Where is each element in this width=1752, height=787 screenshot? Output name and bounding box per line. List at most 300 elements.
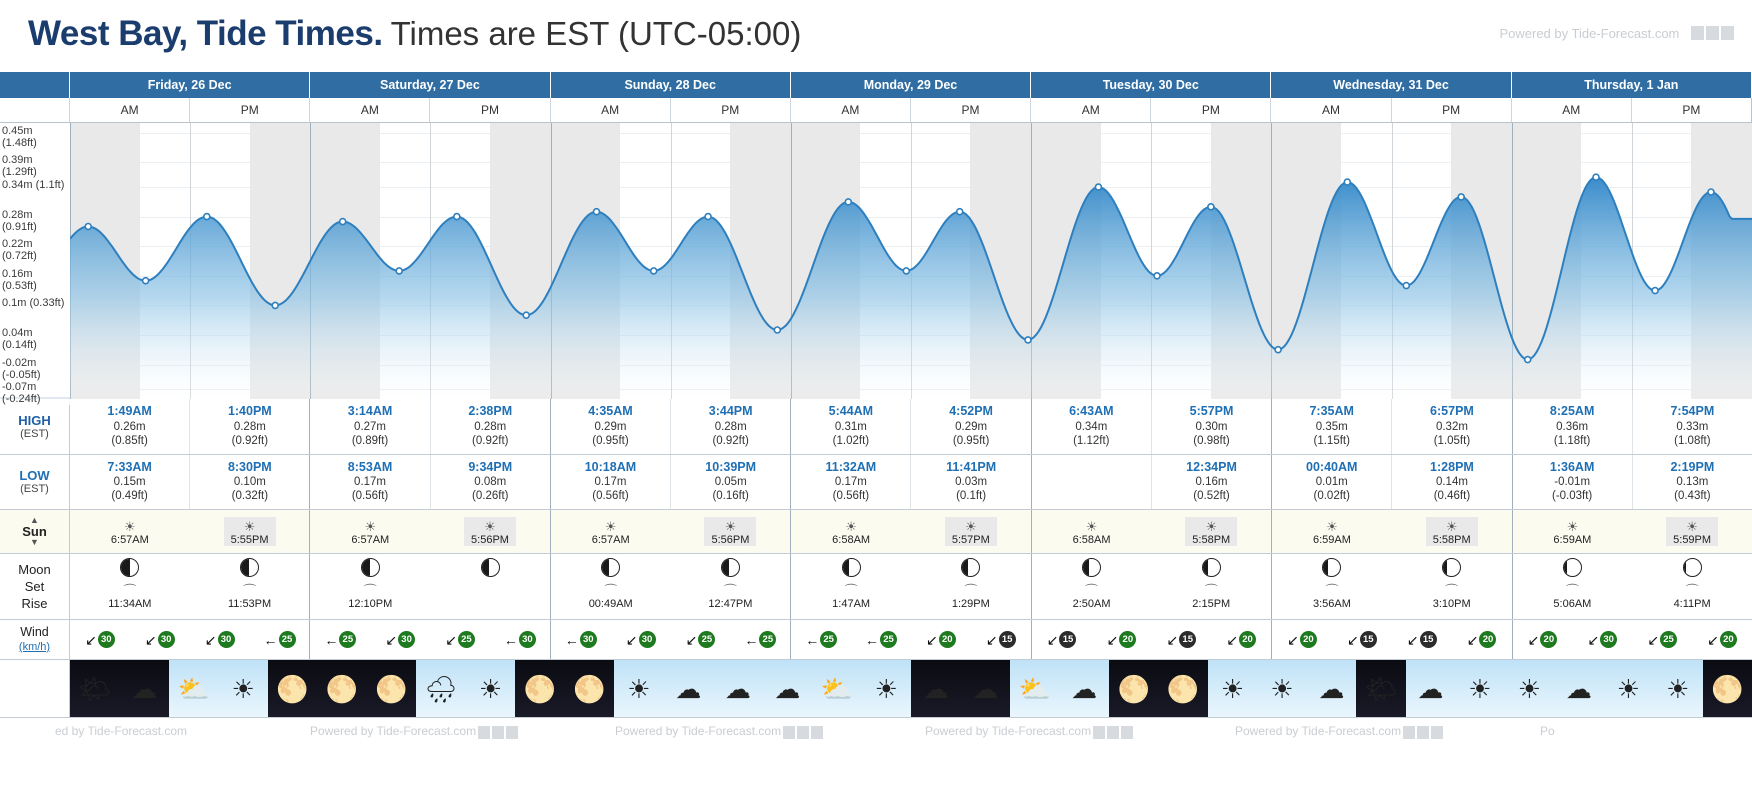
moon-half-2-am bbox=[551, 554, 671, 619]
sun-set-time: 5:56PM bbox=[711, 534, 750, 547]
low-tide-cells bbox=[70, 455, 1752, 510]
weather-cell-1-2 bbox=[466, 660, 515, 717]
weather-day-4 bbox=[1257, 660, 1554, 717]
weather-cell-4-0 bbox=[1257, 660, 1306, 717]
weather-cell-4-5 bbox=[1505, 660, 1554, 717]
high-tide-height-ft: (1.12ft) bbox=[1073, 434, 1110, 447]
high-tide-cell-6-am bbox=[1513, 399, 1633, 454]
low-tide-height-ft: (0.02ft) bbox=[1313, 490, 1350, 503]
wind-day-5 bbox=[1272, 620, 1512, 659]
sun-set-time: 5:59PM bbox=[1673, 534, 1712, 547]
moon-time: 3:10PM bbox=[1432, 598, 1471, 611]
wind-cell-5-3 bbox=[1452, 620, 1512, 659]
moon-phase-icon bbox=[1082, 558, 1101, 577]
weather-clear-night-icon: 🌕 bbox=[375, 673, 408, 704]
wind-speed-badge: 30 bbox=[398, 631, 415, 648]
moon-half-2-pm bbox=[671, 554, 791, 619]
wind-day-2 bbox=[551, 620, 791, 659]
wind-speed-badge: 15 bbox=[1179, 631, 1196, 648]
high-tide-height-ft: (1.08ft) bbox=[1674, 434, 1711, 447]
high-tide-time: 7:35AM bbox=[1309, 404, 1354, 418]
high-tide-day-3 bbox=[791, 399, 1031, 454]
low-tide-day-2 bbox=[551, 455, 791, 510]
footer-text: Powered by Tide-Forecast.com bbox=[310, 724, 477, 739]
high-tide-height-m: 0.32m bbox=[1435, 420, 1468, 433]
low-tide-day-0 bbox=[70, 455, 310, 510]
moon-day-2 bbox=[551, 554, 791, 619]
high-tide-height-m: 0.29m bbox=[955, 420, 988, 433]
wind-direction-icon: ↙ bbox=[1347, 631, 1359, 648]
low-tide-height-m: 0.05m bbox=[714, 476, 747, 489]
sun-set-icon: ☀ bbox=[724, 519, 737, 535]
moon-phase-icon bbox=[1442, 558, 1461, 577]
moon-arc-icon: ⌒ bbox=[243, 583, 257, 599]
tide-extremum-low-1 bbox=[143, 278, 149, 284]
page-title: West Bay, Tide Times. bbox=[28, 14, 383, 53]
sun-label[interactable] bbox=[0, 510, 70, 553]
moon-cells bbox=[70, 554, 1752, 619]
low-tide-label-text: LOW bbox=[19, 468, 50, 484]
high-tide-cell-2-am bbox=[551, 399, 671, 454]
wind-direction-icon: ↙ bbox=[1466, 631, 1479, 648]
weather-day-2 bbox=[664, 660, 961, 717]
badge-icon bbox=[1691, 26, 1704, 40]
moon-arc-icon: ⌒ bbox=[1445, 583, 1459, 599]
moon-day-1 bbox=[310, 554, 550, 619]
weather-sunny-day-icon: ☀ bbox=[231, 673, 255, 704]
weather-cell-2-2 bbox=[763, 660, 812, 717]
sun-day-5 bbox=[1272, 510, 1512, 553]
wind-speed-badge: 30 bbox=[158, 631, 175, 648]
tide-extremum-high-14 bbox=[957, 209, 963, 215]
high-tide-day-4 bbox=[1032, 399, 1272, 454]
high-tide-height-ft: (0.98ft) bbox=[1193, 434, 1230, 447]
weather-partly-cloudy-night-icon: 🌤 bbox=[78, 673, 112, 704]
low-tide-height-ft: (0.49ft) bbox=[111, 490, 148, 503]
badge-icon bbox=[1403, 726, 1415, 739]
badge-icon bbox=[1431, 726, 1443, 739]
weather-clear-night-icon: 🌕 bbox=[325, 673, 359, 704]
day-header-2: Sunday, 28 Dec bbox=[551, 72, 791, 98]
low-tide-time: 10:39PM bbox=[705, 459, 757, 474]
tide-extremum-high-16 bbox=[1095, 184, 1101, 190]
tide-extremum-low-9 bbox=[651, 268, 657, 274]
day-header-1: Saturday, 27 Dec bbox=[310, 72, 550, 98]
weather-cell-0-1 bbox=[119, 660, 168, 717]
caret-up-icon: ▲ bbox=[30, 515, 39, 526]
day-header-6: Thursday, 1 Jan bbox=[1512, 72, 1752, 98]
high-tide-time: 6:43AM bbox=[1069, 404, 1114, 418]
low-tide-height-m: 0.14m bbox=[1435, 476, 1468, 489]
moon-phase-icon bbox=[361, 558, 380, 577]
moon-phase-fill bbox=[602, 559, 609, 576]
badge-icon bbox=[1093, 726, 1105, 739]
low-tide-day-3 bbox=[791, 455, 1031, 510]
low-tide-cell-5-pm bbox=[1392, 455, 1511, 510]
low-tide-time: 8:53AM bbox=[347, 459, 393, 474]
low-tide-time: 11:32AM bbox=[825, 459, 877, 474]
high-tide-time: 1:40PM bbox=[227, 404, 272, 418]
wind-direction-icon: ↙ bbox=[144, 631, 157, 648]
weather-cloudy-day-icon: ☁ bbox=[724, 673, 751, 704]
sun-rise-icon: ☀ bbox=[364, 519, 377, 535]
y-tick-0: 0.45m (1.48ft) bbox=[0, 125, 70, 149]
badge-icon bbox=[492, 726, 504, 739]
weather-cell-0-5 bbox=[317, 660, 366, 717]
wind-speed-badge: 25 bbox=[458, 631, 475, 648]
moon-arc-icon: ⌒ bbox=[964, 583, 978, 599]
wind-day-3 bbox=[791, 620, 1031, 659]
wind-day-6 bbox=[1513, 620, 1752, 659]
weather-cloudy-day-icon: ☁ bbox=[1071, 673, 1098, 704]
weather-sunny-day-icon: ☀ bbox=[1220, 673, 1245, 704]
weather-cloudy-night-icon: ☁ bbox=[972, 673, 999, 704]
sun-set-time: 5:56PM bbox=[471, 534, 509, 547]
ampm-cell-0-am: AM bbox=[70, 98, 190, 122]
sun-row bbox=[0, 510, 1752, 554]
wind-speed-badge: 20 bbox=[1119, 631, 1136, 648]
y-axis-labels bbox=[0, 123, 70, 406]
wind-direction-icon: ↙ bbox=[85, 631, 97, 648]
wind-direction-icon: ↙ bbox=[1046, 631, 1059, 648]
moon-phase-icon bbox=[240, 558, 259, 577]
wind-direction-icon: ← bbox=[805, 631, 820, 648]
moon-half-0-am bbox=[70, 554, 190, 619]
ampm-cell-3-pm: PM bbox=[911, 98, 1031, 122]
wind-label-text: Wind bbox=[20, 624, 49, 639]
powered-by-label: Powered by Tide-Forecast.com bbox=[1499, 26, 1680, 41]
sun-rise-time: 6:57AM bbox=[351, 534, 390, 547]
weather-cell-4-3 bbox=[1406, 660, 1455, 717]
low-tide-time: 1:28PM bbox=[1430, 459, 1474, 474]
y-tick-1: 0.39m (1.29ft) bbox=[0, 154, 70, 178]
page-footer bbox=[0, 718, 1752, 744]
high-tide-time: 5:44AM bbox=[828, 404, 874, 418]
wind-speed-badge: 15 bbox=[1059, 631, 1076, 648]
sun-rise-box bbox=[104, 517, 156, 546]
weather-cell-1-1 bbox=[416, 660, 465, 717]
high-tide-cell-1-am bbox=[310, 399, 430, 454]
low-tide-time: 11:41PM bbox=[946, 459, 997, 474]
sun-rise-time: 6:57AM bbox=[591, 534, 630, 547]
moon-day-3 bbox=[791, 554, 1031, 619]
moon-half-1-pm bbox=[430, 554, 550, 619]
wind-cell-1-2 bbox=[430, 620, 490, 659]
sun-half-1-rise bbox=[310, 510, 430, 553]
high-tide-height-m: 0.28m bbox=[714, 420, 747, 433]
wind-speed-badge: 25 bbox=[1660, 631, 1677, 648]
moon-arc-icon: ⌒ bbox=[123, 583, 137, 599]
tide-area bbox=[70, 177, 1752, 399]
low-tide-height-m: 0.16m bbox=[1195, 476, 1228, 489]
badge-icon bbox=[1107, 726, 1119, 739]
sun-half-2-rise bbox=[551, 510, 671, 553]
wind-cell-2-0 bbox=[551, 620, 611, 659]
high-tide-cell-0-am bbox=[70, 399, 190, 454]
sun-half-6-rise bbox=[1513, 510, 1633, 553]
weather-lead bbox=[0, 660, 70, 717]
wind-cell-1-0 bbox=[310, 620, 370, 659]
wind-speed-badge: 25 bbox=[880, 631, 897, 648]
tide-curve-svg bbox=[70, 123, 1752, 399]
moon-label bbox=[0, 554, 70, 619]
weather-cloudy-day-icon: ☁ bbox=[675, 673, 702, 704]
sun-rise-icon: ☀ bbox=[845, 519, 857, 535]
weather-cloudy-day-icon: ☁ bbox=[1565, 673, 1592, 704]
low-tide-label bbox=[0, 455, 70, 510]
weather-cell-3-3 bbox=[1109, 660, 1158, 717]
sun-rise-icon: ☀ bbox=[604, 519, 617, 535]
weather-cell-3-4 bbox=[1158, 660, 1207, 717]
wind-direction-icon: ↙ bbox=[926, 631, 938, 648]
low-tide-height-ft: (0.1ft) bbox=[956, 490, 987, 503]
weather-partly-cloudy-day-icon: ⛅ bbox=[1018, 673, 1051, 704]
wind-cell-0-1 bbox=[130, 620, 190, 659]
wind-cell-4-3 bbox=[1211, 620, 1271, 659]
low-tide-height-ft: (0.46ft) bbox=[1433, 490, 1471, 503]
low-tide-cell-2-am bbox=[551, 455, 671, 510]
weather-cell-3-2 bbox=[1059, 660, 1108, 717]
wind-row bbox=[0, 620, 1752, 660]
moon-half-4-am bbox=[1032, 554, 1152, 619]
tide-extremum-high-22 bbox=[1458, 194, 1464, 200]
ampm-cell-1-am: AM bbox=[310, 98, 430, 122]
low-tide-cell-1-pm bbox=[431, 455, 550, 510]
wind-cell-3-3 bbox=[971, 620, 1031, 659]
wind-cell-2-3 bbox=[730, 620, 790, 659]
tide-extremum-low-7 bbox=[523, 312, 529, 318]
moon-phase-fill bbox=[1083, 559, 1089, 576]
low-tide-cell-6-am bbox=[1513, 455, 1633, 510]
high-tide-cell-2-pm bbox=[671, 399, 790, 454]
wind-direction-icon: ↙ bbox=[1226, 631, 1239, 648]
sun-day-2 bbox=[551, 510, 791, 553]
wind-direction-icon: ↙ bbox=[1707, 631, 1719, 648]
wind-speed-badge: 20 bbox=[939, 631, 956, 648]
y-tick-4: 0.22m (0.72ft) bbox=[0, 238, 70, 262]
low-tide-height-m: 0.15m bbox=[113, 476, 146, 489]
wind-speed-badge: 15 bbox=[1360, 631, 1377, 648]
high-tide-height-ft: (0.89ft) bbox=[351, 434, 389, 447]
wind-day-4 bbox=[1032, 620, 1272, 659]
sun-rise-time: 6:59AM bbox=[1553, 534, 1592, 547]
weather-clear-night-icon: 🌕 bbox=[1117, 673, 1150, 704]
moon-row bbox=[0, 554, 1752, 620]
sun-rise-icon: ☀ bbox=[1566, 519, 1579, 535]
high-tide-time: 6:57PM bbox=[1430, 404, 1474, 418]
weather-cell-5-1 bbox=[1604, 660, 1653, 717]
low-tide-height-ft: (0.32ft) bbox=[231, 490, 269, 503]
moon-time: 2:15PM bbox=[1192, 598, 1231, 611]
sun-set-box bbox=[464, 517, 516, 546]
weather-clear-night-icon: 🌕 bbox=[573, 673, 606, 704]
moon-time: 11:34AM bbox=[108, 598, 152, 611]
moon-day-6 bbox=[1513, 554, 1752, 619]
high-tide-time: 2:38PM bbox=[468, 404, 513, 418]
weather-day-5 bbox=[1554, 660, 1752, 717]
weather-sunny-day-icon: ☀ bbox=[1270, 673, 1294, 704]
moon-arc-icon: ⌒ bbox=[1565, 583, 1579, 599]
wind-unit-link[interactable]: (km/h) bbox=[18, 640, 51, 653]
weather-cell-5-3 bbox=[1703, 660, 1752, 717]
day-header-0: Friday, 26 Dec bbox=[70, 72, 310, 98]
moon-phase-fill bbox=[241, 559, 249, 576]
weather-cell-1-0 bbox=[367, 660, 416, 717]
tide-extremum-high-26 bbox=[1708, 189, 1714, 195]
sun-rise-box bbox=[1546, 517, 1598, 546]
wind-cell-2-2 bbox=[671, 620, 731, 659]
sun-set-icon: ☀ bbox=[1205, 519, 1218, 535]
footer-text: ed by Tide-Forecast.com bbox=[55, 724, 188, 739]
sun-set-box bbox=[1185, 517, 1237, 546]
moon-label-text: Moon bbox=[18, 562, 51, 578]
low-tide-cell-4-pm bbox=[1152, 455, 1271, 510]
weather-cell-2-0 bbox=[664, 660, 713, 717]
low-tide-height-m: 0.17m bbox=[834, 476, 867, 489]
sun-day-1 bbox=[310, 510, 550, 553]
moon-phase-fill bbox=[722, 559, 729, 576]
low-tide-height-ft: (0.52ft) bbox=[1193, 490, 1230, 503]
sun-set-time: 5:55PM bbox=[230, 534, 269, 547]
low-tide-height-m: 0.08m bbox=[474, 476, 507, 489]
moon-rise-label: Rise bbox=[21, 596, 48, 612]
weather-cell-3-0 bbox=[960, 660, 1009, 717]
footer-powered-by-0 bbox=[55, 724, 187, 738]
sun-rise-icon: ☀ bbox=[1085, 519, 1098, 535]
high-tide-label bbox=[0, 399, 70, 454]
moon-arc-icon: ⌒ bbox=[1085, 583, 1099, 599]
low-tide-height-m: 0.17m bbox=[594, 476, 627, 489]
sun-day-6 bbox=[1513, 510, 1752, 553]
sun-set-box bbox=[224, 517, 276, 546]
wind-day-1 bbox=[310, 620, 550, 659]
high-tide-day-1 bbox=[310, 399, 550, 454]
sun-half-5-set bbox=[1392, 510, 1512, 553]
moon-phase-icon bbox=[1322, 558, 1341, 577]
wind-direction-icon: ↙ bbox=[204, 631, 217, 648]
wind-cell-3-2 bbox=[911, 620, 971, 659]
moon-phase-fill bbox=[843, 559, 849, 576]
badge-icon bbox=[1417, 726, 1429, 739]
tide-extremum-low-13 bbox=[903, 268, 909, 274]
weather-cell-1-4 bbox=[565, 660, 614, 717]
weather-cell-3-1 bbox=[1010, 660, 1059, 717]
moon-time: 12:47PM bbox=[708, 598, 753, 611]
weather-cell-0-0 bbox=[70, 660, 119, 717]
sun-rise-time: 6:58AM bbox=[832, 534, 871, 547]
sun-set-time: 5:58PM bbox=[1432, 534, 1471, 547]
high-tide-label-sub: (EST) bbox=[20, 427, 49, 440]
weather-partly-cloudy-night-icon: 🌤 bbox=[1364, 673, 1398, 704]
sun-set-icon: ☀ bbox=[484, 519, 496, 535]
high-tide-time: 3:44PM bbox=[708, 404, 753, 418]
wind-label bbox=[0, 620, 70, 659]
tide-extremum-high-0 bbox=[85, 224, 91, 230]
high-tide-height-ft: (0.85ft) bbox=[111, 434, 148, 447]
sun-half-0-set bbox=[190, 510, 310, 553]
high-tide-height-m: 0.30m bbox=[1195, 420, 1228, 433]
wind-speed-badge: 25 bbox=[820, 631, 837, 648]
sun-half-0-rise bbox=[70, 510, 190, 553]
high-tide-height-m: 0.31m bbox=[834, 420, 867, 433]
moon-phase-icon bbox=[961, 558, 980, 577]
weather-cell-2-3 bbox=[812, 660, 861, 717]
day-header-3: Monday, 29 Dec bbox=[791, 72, 1031, 98]
sun-half-6-set bbox=[1632, 510, 1752, 553]
high-tide-height-m: 0.36m bbox=[1556, 420, 1589, 433]
wind-cell-6-2 bbox=[1632, 620, 1692, 659]
sun-rise-time: 6:58AM bbox=[1072, 534, 1111, 547]
weather-day-1 bbox=[367, 660, 664, 717]
low-tide-height-m: -0.01m bbox=[1554, 476, 1591, 489]
low-tide-time: 2:19PM bbox=[1670, 459, 1715, 474]
wind-cell-4-1 bbox=[1092, 620, 1152, 659]
tide-extremum-low-25 bbox=[1652, 288, 1658, 294]
wind-direction-icon: ↙ bbox=[985, 631, 998, 648]
moon-arc-icon: ⌒ bbox=[1204, 583, 1218, 599]
high-tide-height-m: 0.33m bbox=[1676, 420, 1709, 433]
low-tide-cell-5-am bbox=[1272, 455, 1392, 510]
low-tide-cell-1-am bbox=[310, 455, 430, 510]
low-tide-height-m: 0.13m bbox=[1676, 476, 1709, 489]
moon-half-6-am bbox=[1513, 554, 1633, 619]
tide-extremum-low-3 bbox=[272, 302, 278, 308]
footer-powered-by-1 bbox=[310, 724, 518, 738]
tide-extremum-high-18 bbox=[1208, 204, 1214, 210]
wind-speed-badge: 20 bbox=[1720, 631, 1737, 648]
weather-sunny-day-icon: ☀ bbox=[478, 673, 503, 704]
high-tide-day-6 bbox=[1513, 399, 1752, 454]
tide-extremum-low-21 bbox=[1403, 283, 1409, 289]
weather-sunny-day-icon: ☀ bbox=[1517, 673, 1542, 704]
sun-rise-box bbox=[1306, 517, 1358, 546]
tide-extremum-low-15 bbox=[1025, 337, 1031, 343]
tide-extremum-low-5 bbox=[396, 268, 402, 274]
weather-partly-cloudy-day-icon: ⛅ bbox=[820, 673, 853, 704]
badge-icon bbox=[797, 726, 809, 739]
weather-cloudy-day-icon: ☁ bbox=[1417, 673, 1444, 704]
ampm-row bbox=[0, 98, 1752, 123]
low-tide-day-6 bbox=[1513, 455, 1752, 510]
low-tide-height-m: 0.01m bbox=[1315, 476, 1348, 489]
badge-icon bbox=[478, 726, 490, 739]
moon-phase-icon bbox=[601, 558, 620, 577]
weather-clear-night-icon: 🌕 bbox=[523, 673, 557, 704]
wind-direction-icon: ↙ bbox=[1587, 631, 1600, 648]
y-tick-5: 0.16m (0.53ft) bbox=[0, 268, 70, 292]
y-tick-2: 0.34m (1.1ft) bbox=[0, 179, 70, 191]
high-tide-height-ft: (1.05ft) bbox=[1433, 434, 1471, 447]
weather-rain-day-icon: 🌧 bbox=[424, 673, 458, 704]
high-tide-cell-4-am bbox=[1032, 399, 1152, 454]
wind-cell-0-0 bbox=[70, 620, 130, 659]
wind-direction-icon: ↙ bbox=[1287, 631, 1299, 648]
high-tide-time: 5:57PM bbox=[1189, 404, 1234, 418]
wind-direction-icon: ↙ bbox=[1106, 631, 1119, 648]
wind-direction-icon: ↙ bbox=[445, 631, 457, 648]
tide-extremum-high-10 bbox=[705, 214, 711, 220]
day-header-5: Wednesday, 31 Dec bbox=[1271, 72, 1511, 98]
ampm-cell-2-pm: PM bbox=[671, 98, 791, 122]
moon-phase-icon bbox=[481, 558, 500, 577]
moon-phase-fill bbox=[1323, 559, 1328, 576]
moon-time: 11:53PM bbox=[227, 598, 272, 611]
moon-arc-icon: ⌒ bbox=[363, 583, 377, 599]
wind-direction-icon: ← bbox=[503, 631, 518, 648]
wind-speed-badge: 20 bbox=[1479, 631, 1496, 648]
high-tide-height-m: 0.27m bbox=[354, 420, 387, 433]
low-tide-time: 00:40AM bbox=[1306, 459, 1358, 474]
